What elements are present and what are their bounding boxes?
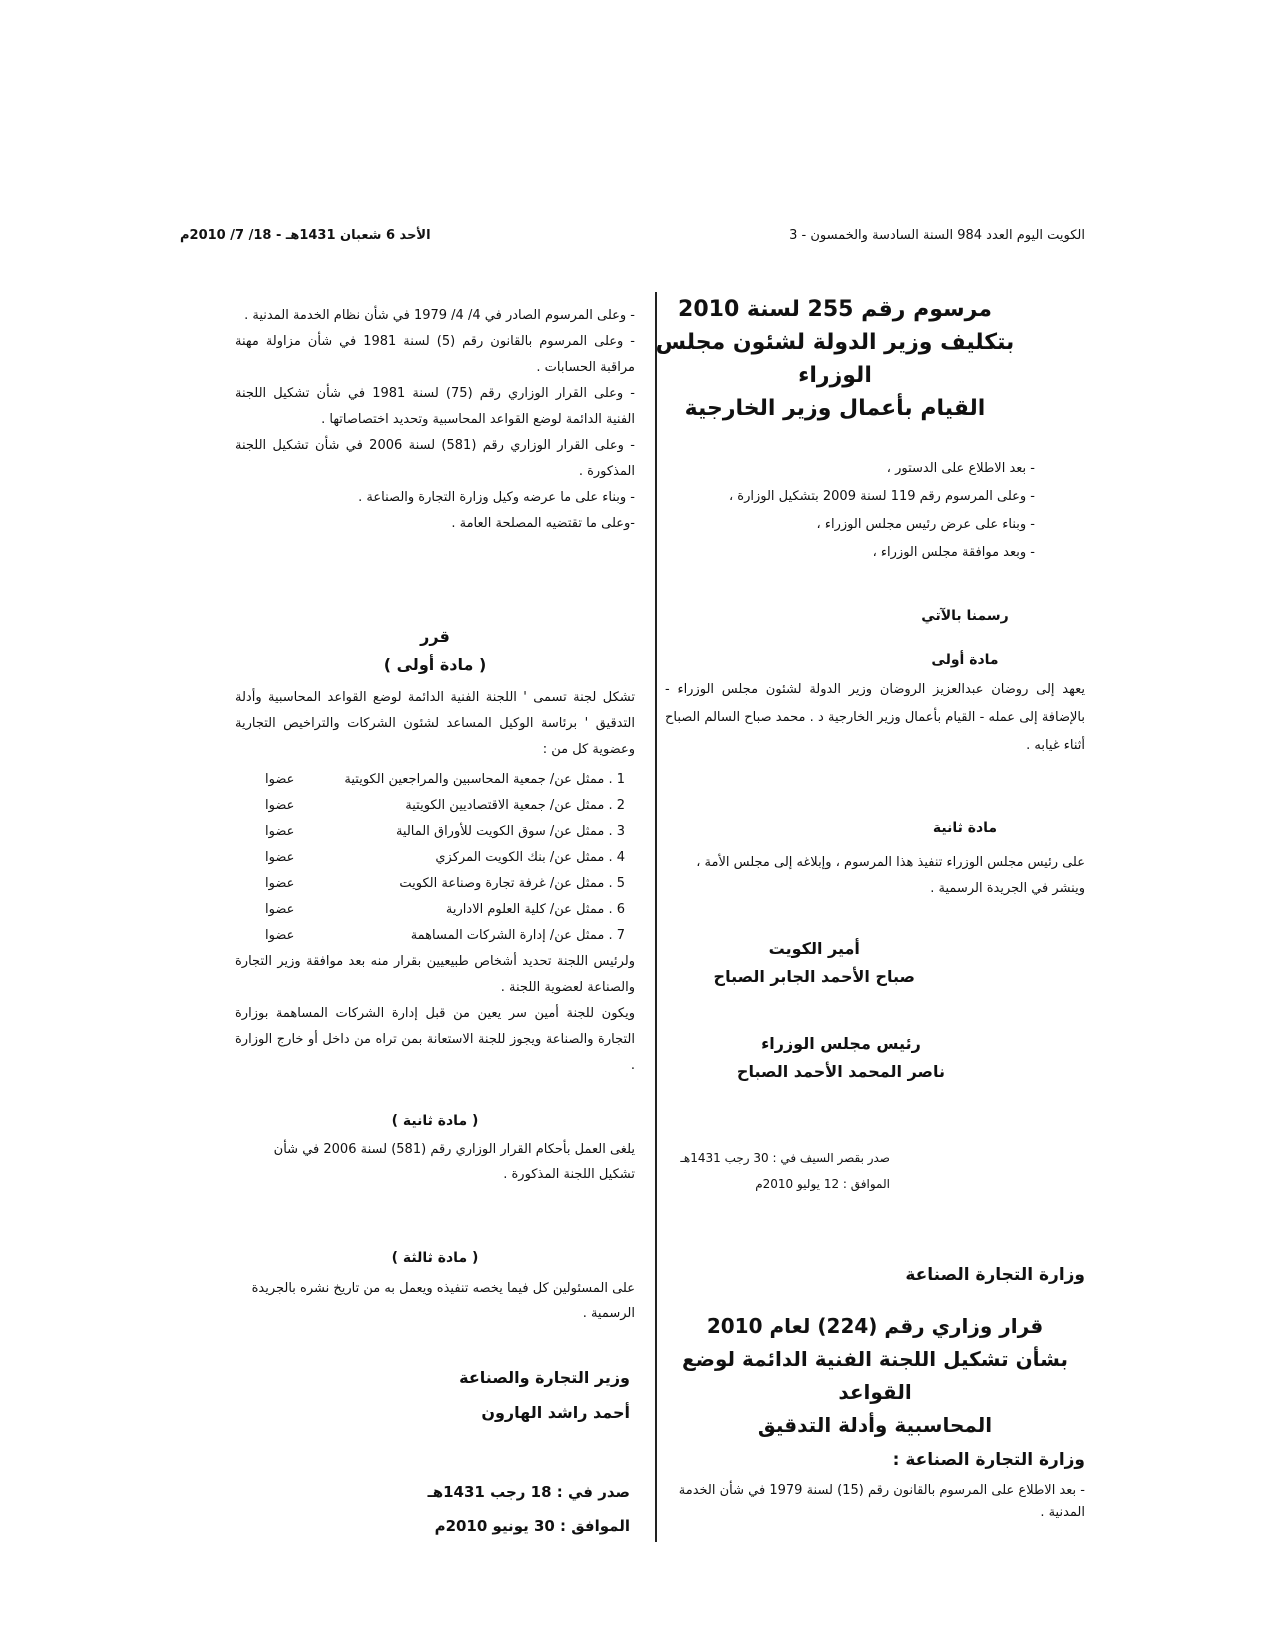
resolution-title-line: بشأن تشكيل اللجنة الفنية الدائمة لوضع القواعد [681,1347,1069,1404]
resolution-article2-text: يلغى العمل بأحكام القرار الوزاري رقم (581) لسنة 2006 في شأن تشكيل اللجنة المذكورة . [273,1142,635,1182]
pm-name: ناصر المحمد الأحمد الصباح [736,1062,945,1081]
member-role: عضوا [265,928,295,943]
member-role: عضوا [265,902,295,917]
member-text: 1 . ممثل عن/ جمعية المحاسبين والمراجعين الكويتية [344,772,625,787]
member-text: 2 . ممثل عن/ جمعية الاقتصاديين الكويتية [405,798,625,813]
minister-name: أحمد راشد الهارون [481,1403,630,1422]
decree-title-line: بتكليف وزير الدولة لشئون مجلس الوزراء [655,330,1015,388]
preamble-item: - وبناء على عرض رئيس مجلس الوزراء ، [816,517,1035,532]
decree-title-line: مرسوم رقم 255 لسنة 2010 [678,297,992,322]
list-item [235,923,635,949]
list-item [235,767,635,793]
decree-enactment-heading: رسمنا بالآتي [921,608,1009,624]
decree-title-line: القيام بأعمال وزير الخارجية [684,396,986,421]
decree-article2-title: مادة ثانية [932,820,998,836]
member-text: 5 . ممثل عن/ غرفة تجارة وصناعة الكويت [399,876,625,891]
preamble-item: - وعلى المرسوم رقم 119 لسنة 2009 بتشكيل الوزارة ، [728,489,1035,504]
list-item [235,871,635,897]
paragraph: ولرئيس اللجنة تحديد أشخاص طبيعيين بقرار منه بعد موافقة وزير التجارة والصناعة لعضوية اللجنة . [235,954,635,995]
resolution-title-line: المحاسبية وأدلة التدقيق [757,1413,993,1437]
header-issue-info: الكويت اليوم العدد 984 السنة السادسة والخمسون - 3 [789,228,1085,243]
resolution-issue-date [250,1475,630,1543]
decree-article1-text: يعهد إلى روضان عبدالعزيز الروضان وزير الدولة لشئون مجلس الوزراء - بالإضافة إلى عمله - القيام بأعمال وزير الخارجية د . محمد صباح السالم الصباح أثناء غيابه . [665,682,1085,753]
list-item [235,845,635,871]
member-role: عضوا [265,798,295,813]
resolution-preamble [235,303,635,537]
resolution-first-preamble: - بعد الاطلاع على المرسوم بالقانون رقم (15) لسنة 1979 في شأن الخدمة المدنية . [678,1483,1085,1520]
member-text: 7 . ممثل عن/ إدارة الشركات المساهمة [410,928,625,943]
amir-signature [714,935,915,991]
resolution-issued-at: صدر في : 18 رجب 1431هـ [427,1483,630,1501]
pm-signature [737,1030,945,1086]
decree-article1-title: مادة أولى [931,652,999,668]
preamble-item: - بعد الاطلاع على الدستور ، [886,461,1035,476]
resolution-article1-title: ( مادة أولى ) [383,655,487,674]
member-text: 3 . ممثل عن/ سوق الكويت للأوراق المالية [395,824,625,839]
pm-title: رئيس مجلس الوزراء [761,1034,921,1053]
resolution-title [665,1310,1085,1442]
list-item [235,819,635,845]
list-item [235,793,635,819]
preamble-item: - وعلى القرار الوزاري رقم (581) لسنة 2006 في شأن تشكيل اللجنة المذكورة . [235,438,635,479]
member-text: 6 . ممثل عن/ كلية العلوم الادارية [445,902,625,917]
list-item [235,897,635,923]
preamble-item: - وبناء على ما عرضه وكيل وزارة التجارة والصناعة . [358,490,635,505]
amir-title: أمير الكويت [768,939,860,958]
member-role: عضوا [265,824,295,839]
resolution-title-line: قرار وزاري رقم (224) لعام 2010 [706,1314,1044,1338]
decree-title [615,293,1055,425]
decree-article2-text: على رئيس مجلس الوزراء تنفيذ هذا المرسوم ، وإبلاغه إلى مجلس الأمة ، وينشر في الجريدة الرسمية . [696,855,1085,896]
member-role: عضوا [265,876,295,891]
minister-title: وزير التجارة والصناعة [459,1368,630,1387]
preamble-item: - وعلى المرسوم بالقانون رقم (5) لسنة 1981 في شأن مزاولة مهنة مراقبة الحسابات . [235,334,635,375]
minister-signature [250,1360,630,1430]
ministry-label: وزارة التجارة الصناعة : [892,1450,1085,1470]
resolution-article2-title: ( مادة ثانية ) [391,1113,479,1129]
decree-issued-corresponding: الموافق : 12 يوليو 2010م [755,1177,890,1191]
resolution-article1-continued [235,949,635,1079]
resolution-article3-title: ( مادة ثالثة ) [391,1250,479,1266]
resolution-article1-text: تشكل لجنة تسمى ' اللجنة الفنية الدائمة لوضع القواعد المحاسبية وأدلة التدقيق ' برئاسة الوكيل المساعد لشئون الشركات والتراخيص التجارية وعضوية كل من : [235,690,635,757]
preamble-item: - وبعد موافقة مجلس الوزراء ، [872,545,1035,560]
member-role: عضوا [265,772,295,787]
preamble-item: -وعلى ما تقتضيه المصلحة العامة . [451,516,635,531]
decree-preamble [635,455,1065,567]
committee-members [235,767,635,949]
paragraph: ويكون للجنة أمين سر يعين من قبل إدارة الشركات المساهمة بوزارة التجارة والصناعة ويجوز للجنة الاستعانة بمن تراه من داخل أو خارج الوزارة . [235,1006,635,1073]
decree-issued-at: صدر بقصر السيف في : 30 رجب 1431هـ [680,1151,890,1165]
member-text: 4 . ممثل عن/ بنك الكويت المركزي [435,850,625,865]
preamble-item: - وعلى المرسوم الصادر في 4/ 4/ 1979 في شأن نظام الخدمة المدنية . [244,308,635,323]
resolution-decided: قرر [420,627,450,646]
preamble-item: - وعلى القرار الوزاري رقم (75) لسنة 1981 في شأن تشكيل اللجنة الفنية الدائمة لوضع القواعد المحاسبية وتحديد اختصاصاتها . [235,386,635,427]
header-date: الأحد 6 شعبان 1431هـ - 18/ 7/ 2010م [180,228,431,243]
decree-issue-date [680,1145,890,1197]
resolution-article3-text: على المسئولين كل فيما يخصه تنفيذه ويعمل به من تاريخ نشره بالجريدة الرسمية . [251,1281,635,1321]
ministry-heading: وزارة التجارة الصناعة [905,1265,1085,1285]
member-role: عضوا [265,850,295,865]
amir-name: صباح الأحمد الجابر الصباح [713,967,915,986]
resolution-issued-corresponding: الموافق : 30 يونيو 2010م [434,1517,630,1535]
